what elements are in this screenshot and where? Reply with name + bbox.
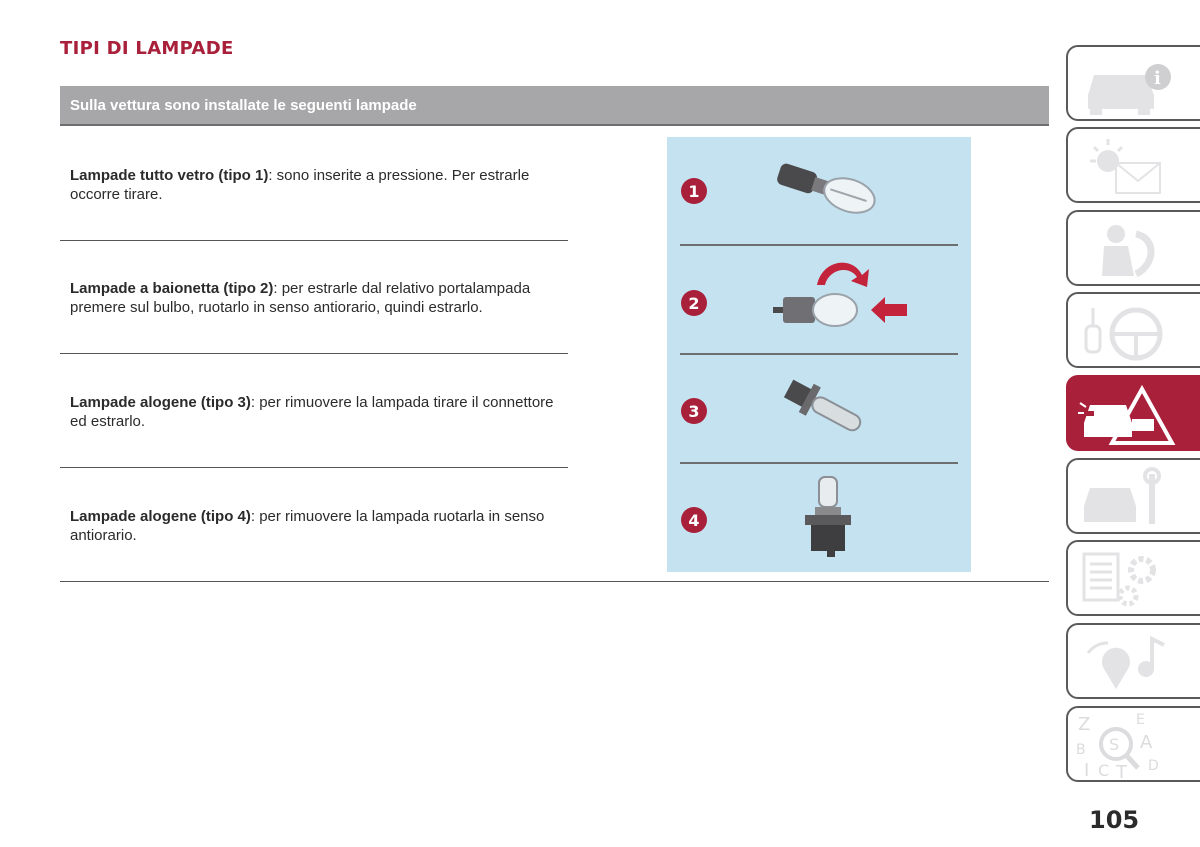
lamp-entry-desc: : per estrarle dal relativo portalampada premere sul bulbo, ruotarlo in senso antiorario, quindi estrarlo.	[70, 280, 531, 316]
specs-gears-icon	[1076, 546, 1176, 612]
panel-separator	[680, 353, 958, 355]
svg-text:i: i	[1154, 68, 1161, 89]
lamp-entry-1	[60, 166, 568, 204]
number-badge-4: 4	[681, 507, 707, 533]
car-maintenance-icon	[1076, 464, 1176, 530]
lamp-entry-title: Lampade tutto vetro (tipo 1)	[70, 167, 269, 184]
lamp-entry-title: Lampade a baionetta (tipo 2)	[70, 280, 274, 297]
airbag-safety-icon	[1076, 216, 1176, 282]
glass-wedge-bulb-icon	[767, 159, 897, 229]
lamp-entry-text	[60, 507, 568, 545]
side-tab-car-warning[interactable]	[1066, 375, 1200, 451]
divider	[60, 240, 568, 241]
halogen-h7-bulb-icon	[777, 375, 877, 445]
divider	[60, 581, 1049, 582]
panel-separator	[680, 244, 958, 246]
index-letter: E	[1136, 712, 1145, 728]
side-tab-specs[interactable]	[1066, 540, 1200, 616]
page-title: TIPI DI LAMPADE	[60, 38, 234, 59]
number-badge-2: 2	[681, 290, 707, 316]
lamp-entry-title: Lampade alogene (tipo 4)	[70, 508, 251, 525]
lamp-entry-desc: : per rimuovere la lampada ruotarla in senso antiorario.	[70, 508, 545, 544]
divider	[60, 353, 568, 354]
lamp-entry-desc: : per rimuovere la lampada tirare il connettore ed estrarlo.	[70, 394, 554, 430]
page-number: 105	[1089, 806, 1140, 834]
lamp-entry-text	[60, 279, 568, 317]
lamp-entry-2	[60, 279, 568, 317]
key-steering-icon	[1076, 298, 1176, 364]
index-letter: C	[1098, 761, 1110, 778]
section-header	[60, 86, 1049, 126]
section-header-label: Sulla vettura sono installate le seguenti lampade	[70, 96, 417, 114]
lamp-entry-desc: : sono inserite a pressione. Per estrarle occorre tirare.	[70, 167, 530, 203]
halogen-h11-bulb-icon	[797, 471, 867, 561]
index-letter: B	[1076, 742, 1086, 758]
lamp-entry-text	[60, 393, 568, 431]
lamp-entry-4	[60, 507, 568, 545]
car-info-icon	[1076, 51, 1176, 117]
lamp-entry-3	[60, 393, 568, 431]
index-search-icon	[1076, 712, 1176, 778]
index-letter: A	[1140, 732, 1153, 753]
number-badge-1: 1	[681, 178, 707, 204]
index-letter: D	[1148, 758, 1159, 774]
car-warning-icon	[1076, 381, 1176, 447]
side-tab-airbag[interactable]	[1066, 210, 1200, 286]
index-letter: I	[1084, 760, 1090, 778]
index-letter: T	[1116, 762, 1127, 778]
side-tab-lights-message[interactable]	[1066, 127, 1200, 203]
side-tab-car-info[interactable]	[1066, 45, 1200, 121]
side-tab-multimedia[interactable]	[1066, 623, 1200, 699]
multimedia-icon	[1076, 629, 1176, 695]
bayonet-bulb-icon	[767, 255, 917, 335]
divider	[60, 467, 568, 468]
side-tab-index[interactable]	[1066, 706, 1200, 782]
lamp-entry-title: Lampade alogene (tipo 3)	[70, 394, 251, 411]
index-letter: S	[1109, 735, 1120, 754]
index-letter: Z	[1078, 714, 1091, 735]
panel-separator	[680, 462, 958, 464]
number-badge-3: 3	[681, 398, 707, 424]
lamp-entry-text	[60, 166, 568, 204]
lights-message-icon	[1076, 133, 1176, 199]
side-tab-maintenance[interactable]	[1066, 458, 1200, 534]
side-tab-key-steering[interactable]	[1066, 292, 1200, 368]
lamp-illustration-panel	[667, 137, 971, 572]
